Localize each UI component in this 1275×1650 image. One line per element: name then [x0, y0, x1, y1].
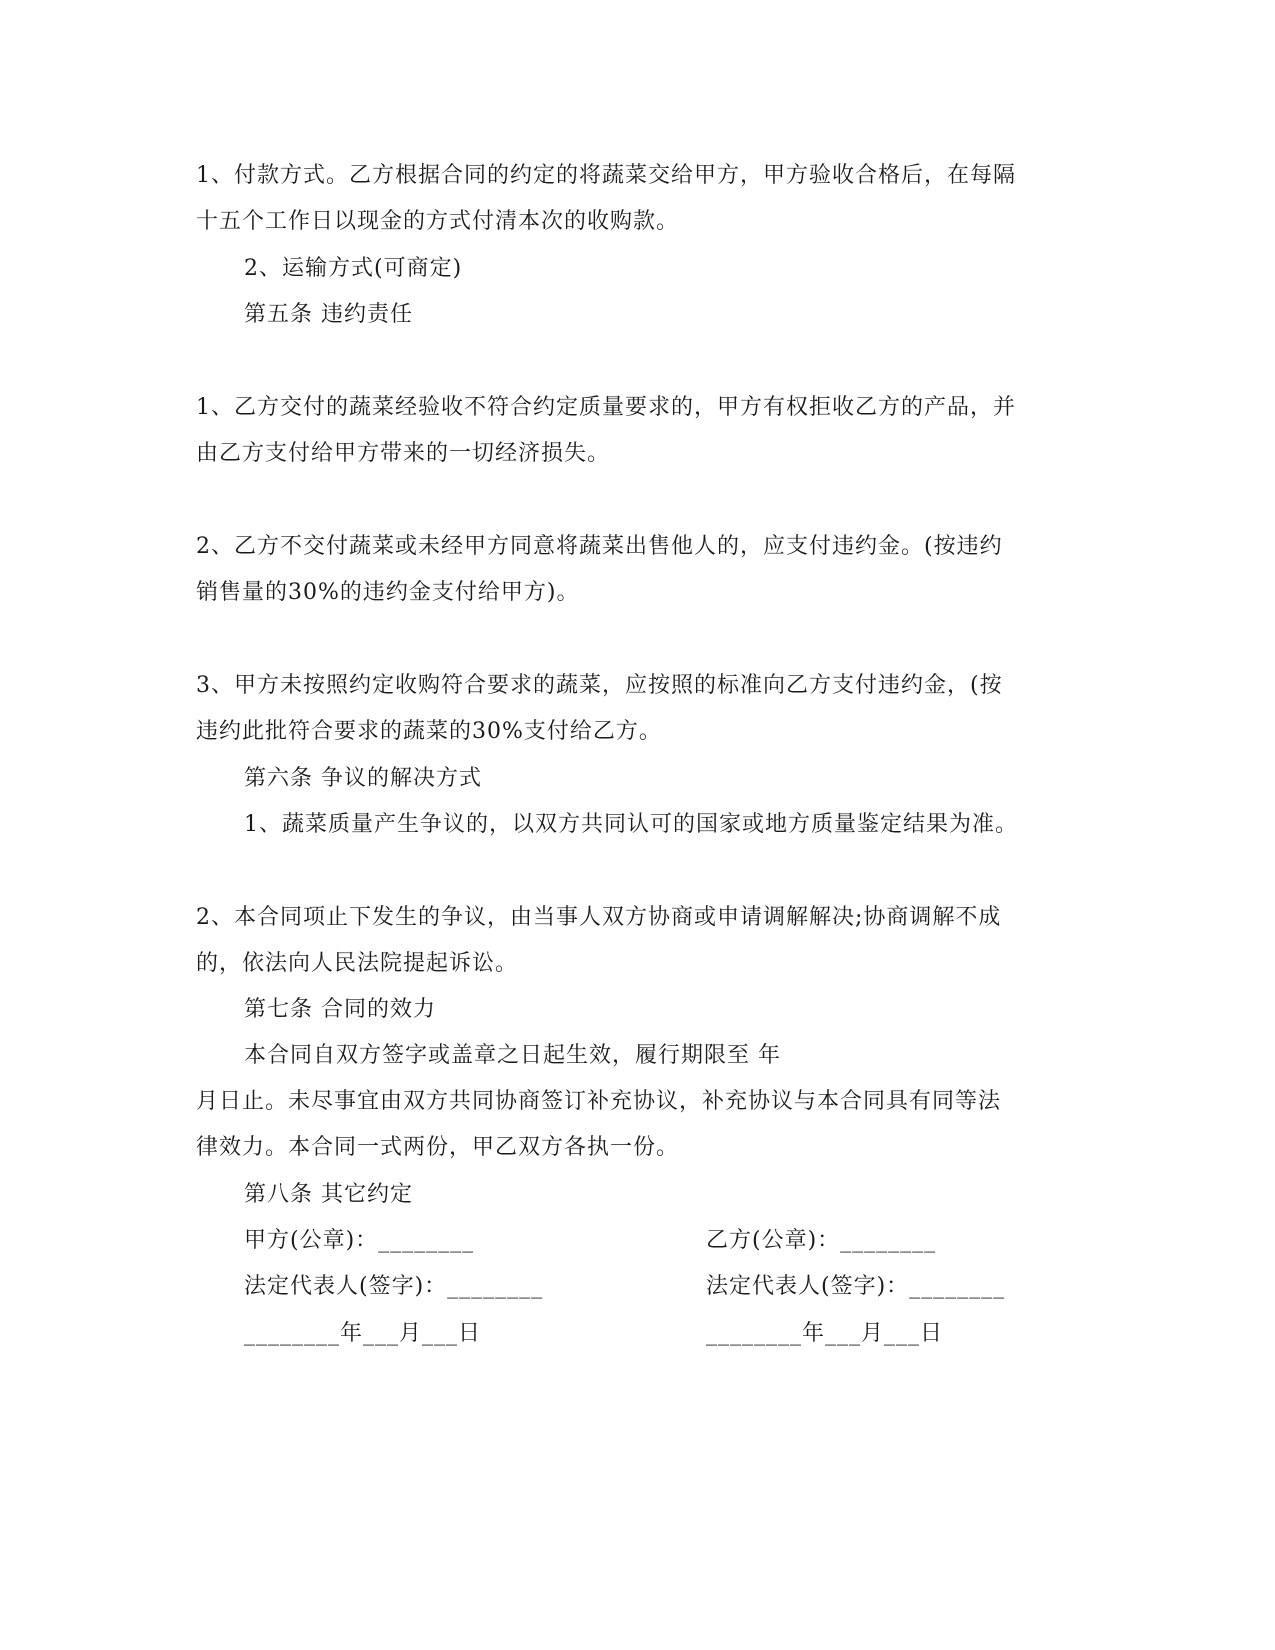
article-5-item-2-line-2: 销售量的30%的违约金支付给甲方)。 [196, 580, 580, 605]
article-5-item-3-line-2: 违约此批符合要求的蔬菜的30%支付给乙方。 [196, 719, 662, 744]
article-7-title: 第七条 合同的效力 [244, 997, 436, 1022]
article-7-line-2: 月日止。未尽事宜由双方共同协商签订补充协议，补充协议与本合同具有同等法 [196, 1089, 1002, 1114]
article-5-item-1-line-2: 由乙方支付给甲方带来的一切经济损失。 [196, 441, 611, 466]
party-a-date: ________年___月___日 [244, 1321, 482, 1346]
article-7-line-1: 本合同自双方签字或盖章之日起生效，履行期限至 年 [244, 1043, 781, 1068]
party-a-representative: 法定代表人(签字)：________ [244, 1274, 544, 1299]
article-5-item-1-line-1: 1、乙方交付的蔬菜经验收不符合约定质量要求的，甲方有权拒收乙方的产品，并 [196, 395, 1016, 420]
article-5-item-2-line-1: 2、乙方不交付蔬菜或未经甲方同意将蔬菜出售他人的，应支付违约金。(按违约 [196, 534, 1003, 559]
party-b-representative: 法定代表人(签字)：________ [706, 1274, 1006, 1299]
payment-clause-line-2: 十五个工作日以现金的方式付清本次的收购款。 [196, 209, 680, 234]
article-7-line-3: 律效力。本合同一式两份，甲乙双方各执一份。 [196, 1135, 680, 1160]
party-a-seal: 甲方(公章)：________ [244, 1228, 475, 1253]
article-5-item-3-line-1: 3、甲方未按照约定收购符合要求的蔬菜，应按照的标准向乙方支付违约金，(按 [196, 673, 1003, 698]
article-6-title: 第六条 争议的解决方式 [244, 766, 482, 791]
party-b-seal: 乙方(公章)：________ [706, 1228, 937, 1253]
article-6-item-1: 1、蔬菜质量产生争议的，以双方共同认可的国家或地方质量鉴定结果为准。 [244, 812, 1018, 837]
party-b-date: ________年___月___日 [706, 1321, 944, 1346]
article-6-item-2-line-1: 2、本合同项止下发生的争议，由当事人双方协商或申请调解解决;协商调解不成 [196, 905, 1002, 930]
article-5-title: 第五条 违约责任 [244, 302, 413, 327]
article-8-title: 第八条 其它约定 [244, 1182, 413, 1207]
transport-clause: 2、运输方式(可商定) [244, 256, 463, 281]
article-6-item-2-line-2: 的，依法向人民法院提起诉讼。 [196, 951, 519, 976]
payment-clause-line-1: 1、付款方式。乙方根据合同的约定的将蔬菜交给甲方，甲方验收合格后，在每隔 [196, 163, 1016, 188]
